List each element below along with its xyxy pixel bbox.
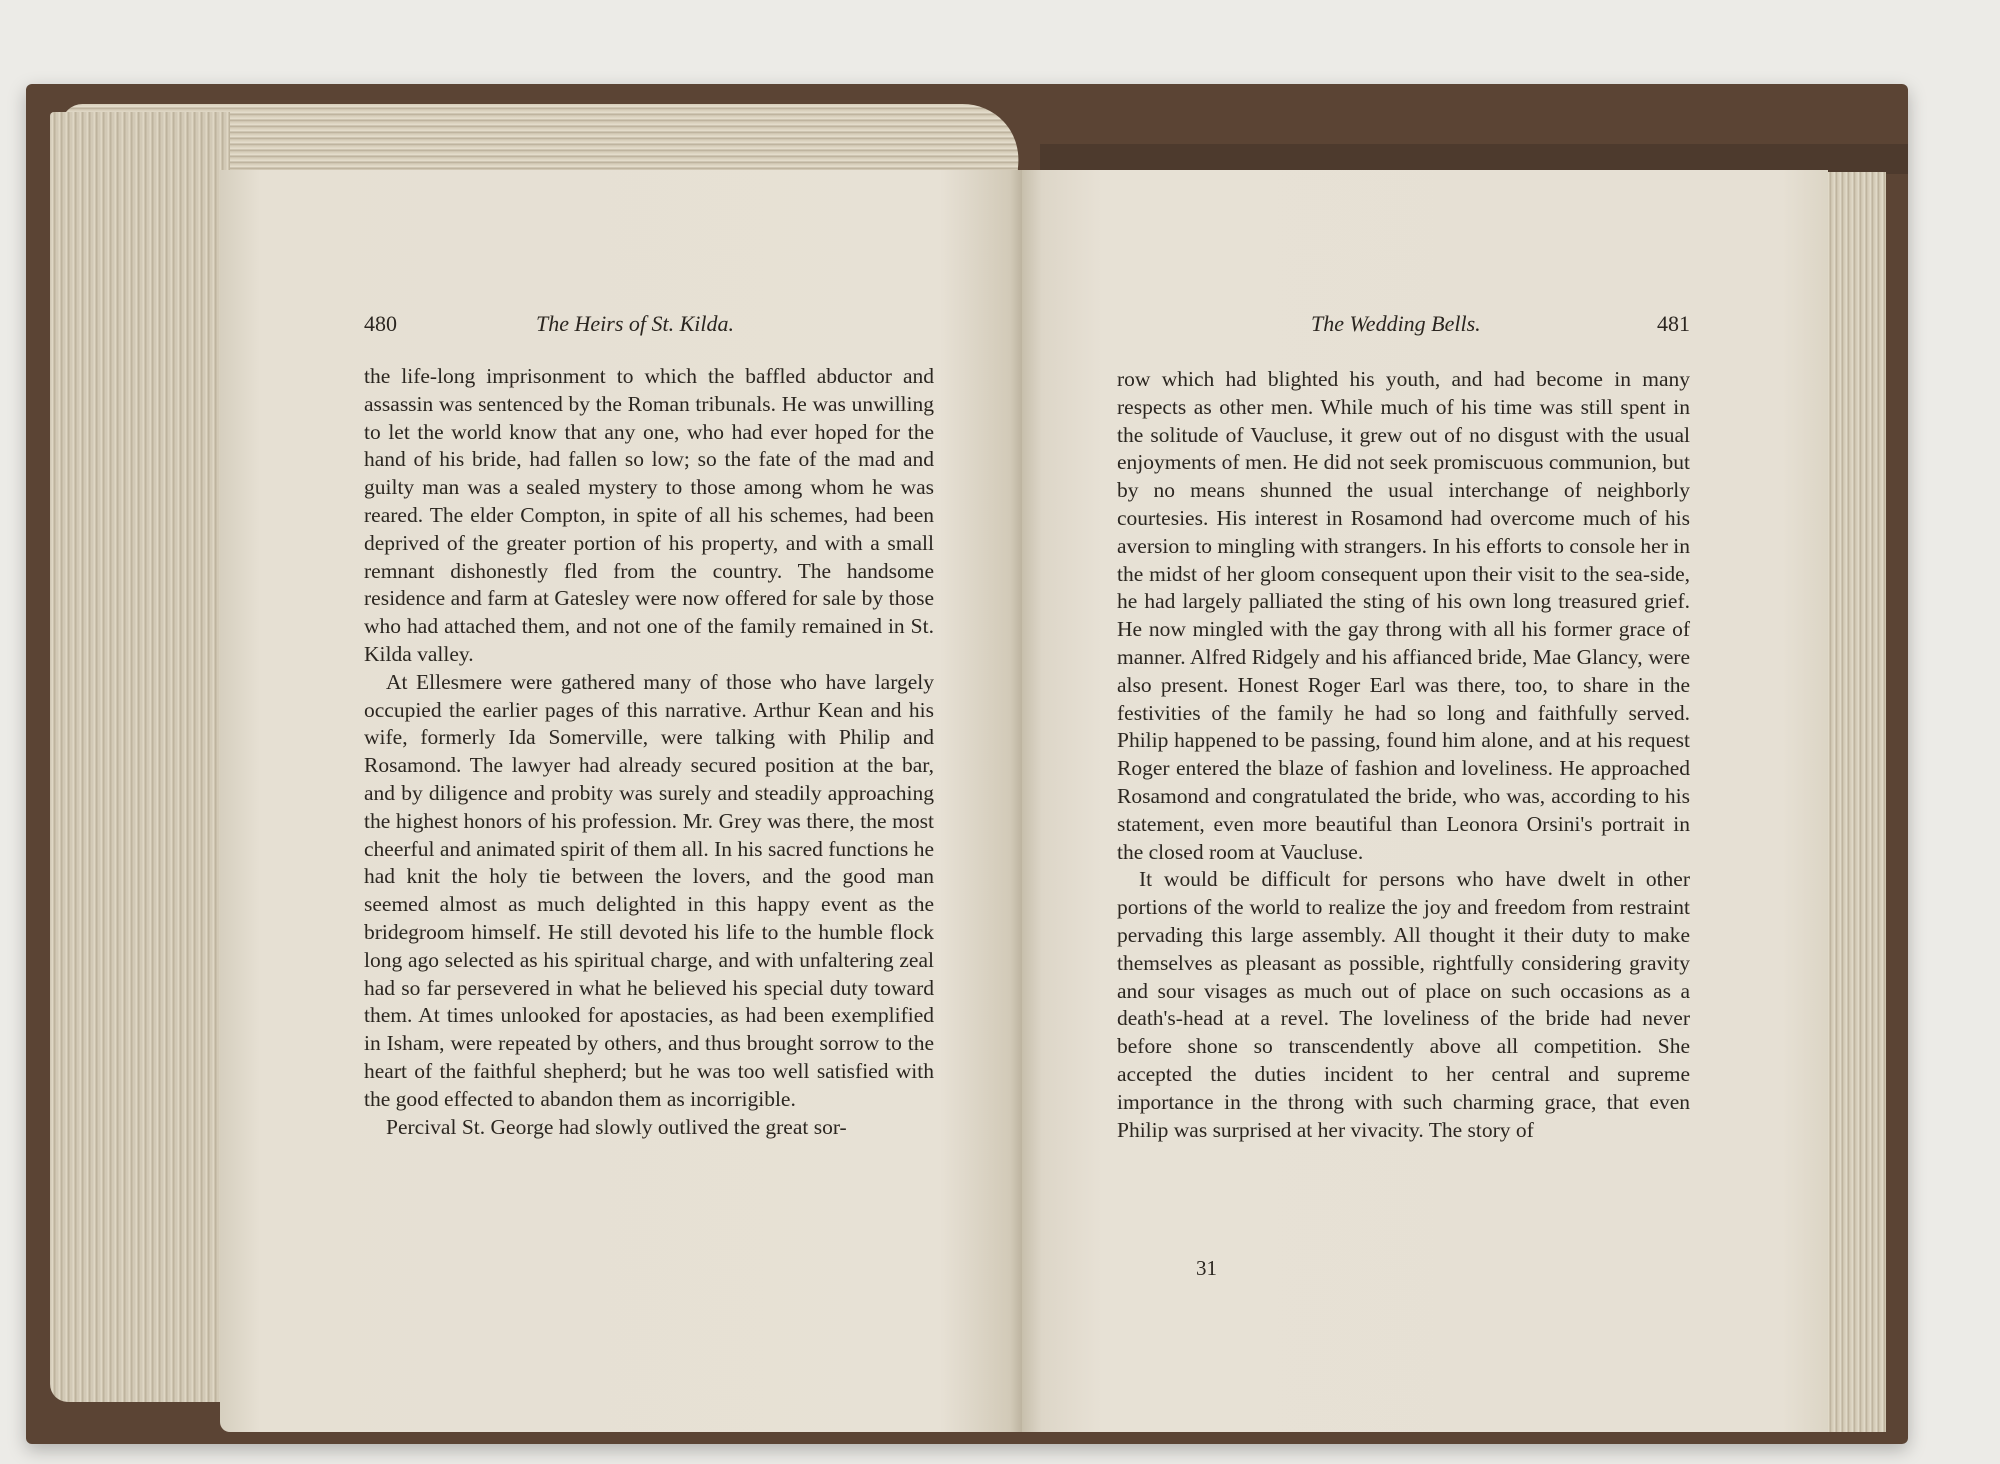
right-running-title: The Wedding Bells.: [1311, 311, 1481, 336]
page-edges-right: [1826, 172, 1886, 1432]
right-running-head: [1117, 311, 1690, 341]
left-page-number: 480: [364, 311, 397, 336]
paragraph: the life-long imprisonment to which the baffled abductor and assassin was sentenced by the Roman tribunals. He was unwilling to let the world know that any one, who had ever hoped for the hand of his bride, had fallen so low; so the fate of the mad and guilty man was a sealed mystery to those among whom he was reared. The elder Compton, in spite of all his schemes, had been deprived of the greater portion of his property, and with a small remnant dishonestly fled from the country. The handsome residence and farm at Gatesley were now offered for sale by those who had attached them, and not one of the family remained in St. Kilda valley.: [364, 364, 934, 666]
left-page-body: [364, 363, 934, 1141]
left-running-head: [364, 311, 934, 341]
left-running-title: The Heirs of St. Kilda.: [536, 311, 735, 336]
right-page-number: 481: [1657, 311, 1690, 336]
paragraph: At Ellesmere were gathered many of those who have largely occupied the earlier pages of this narrative. Arthur Kean and his wife, formerly Ida Somerville, were talking with Philip and Rosamond. The lawyer had already secured position at the bar, and by diligence and probity was surely and steadily approaching the highest honors of his profession. Mr. Grey was there, the most cheerful and animated spirit of them all. In his sacred functions he had knit the holy tie between the lovers, and the good man seemed almost as much delighted in this happy event as the bridegroom himself. He still devoted his life to the humble flock long ago selected as his spiritual charge, and with unfaltering zeal had so far persevered in what he believed his special duty toward them. At times unlooked for apostacies, as had been exemplified in Isham, were repeated by others, and thus brought sorrow to the heart of the faithful shepherd; but he was too well satisfied with the good effected to abandon them as incorrigible.: [364, 669, 934, 1111]
paragraph: It would be difficult for persons who have dwelt in other portions of the world to realize the joy and freedom from restraint pervading this large assembly. All thought it their duty to make themselves as pleasant as possible, rightfully considering gravity and sour visages as much out of place on such occasions as a death's-head at a revel. The loveliness of the bride had never before shone so transcendently above all competition. She accepted the duties incident to her central and supreme importance in the throng with such charming grace, that even Philip was surprised at her vivacity. The story of: [1117, 867, 1690, 1142]
signature-mark: 31: [1196, 1256, 1217, 1280]
paragraph: Percival St. George had slowly outlived the great sor-: [386, 1114, 847, 1139]
paragraph: row which had blighted his youth, and had become in many respects as other men. While much of his time was still spent in the solitude of Vaucluse, it grew out of no disgust with the usual enjoyments of men. He did not seek promiscuous communion, but by no means shunned the usual interchange of neighborly courtesies. His interest in Rosamond had overcome much of his aversion to mingling with strangers. In his efforts to console her in the midst of her gloom consequent upon their visit to the sea-side, he had largely palliated the sting of his own long treasured grief. He now mingled with the gay throng with all his former grace of manner. Alfred Ridgely and his affianced bride, Mae Glancy, were also present. Honest Roger Earl was there, too, to share in the festivities of the family he had so long and faithfully served. Philip happened to be passing, found him alone, and at his request Roger entered the blaze of fashion and loveliness. He approached Rosamond and congratulated the bride, who was, according to his statement, even more beautiful than Leonora Orsini's portrait in the closed room at Vaucluse.: [1117, 367, 1690, 864]
right-page-body: [1117, 366, 1690, 1144]
page-edges-left: [50, 112, 230, 1402]
